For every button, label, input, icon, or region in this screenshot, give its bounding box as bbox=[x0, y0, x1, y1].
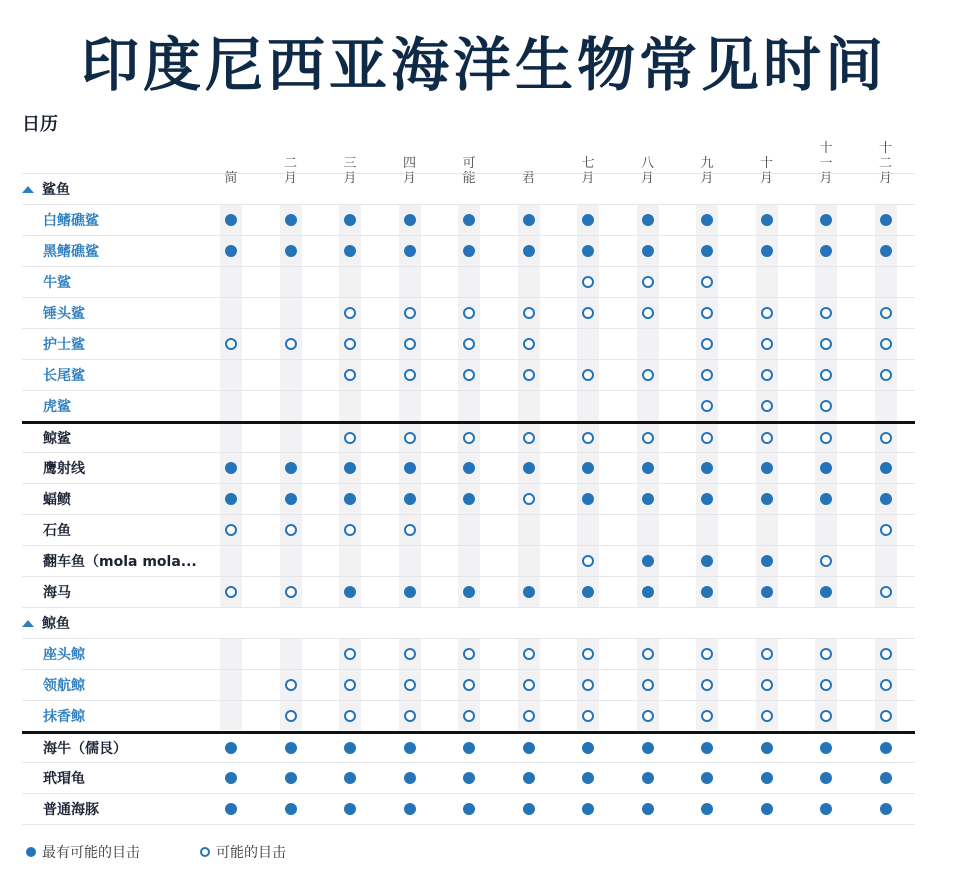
species-row bbox=[22, 669, 915, 700]
likely-dot-icon bbox=[523, 307, 535, 319]
most-likely-dot-icon bbox=[701, 462, 713, 474]
most-likely-dot-icon bbox=[880, 803, 892, 815]
likely-dot-icon bbox=[880, 369, 892, 381]
likely-dot-icon bbox=[344, 710, 356, 722]
likely-dot-icon bbox=[285, 586, 297, 598]
likely-dot-icon bbox=[463, 648, 475, 660]
most-likely-dot-icon bbox=[582, 245, 594, 257]
likely-dot-icon bbox=[404, 679, 416, 691]
legend-most-likely-label: 最有可能的目击 bbox=[42, 845, 140, 861]
likely-dot-icon bbox=[344, 679, 356, 691]
species-row bbox=[22, 514, 915, 545]
likely-dot-icon bbox=[523, 432, 535, 444]
category-toggle[interactable] bbox=[22, 174, 70, 204]
most-likely-dot-icon bbox=[642, 462, 654, 474]
likely-dot-icon bbox=[463, 307, 475, 319]
most-likely-dot-icon bbox=[344, 493, 356, 505]
most-likely-dot-icon bbox=[642, 245, 654, 257]
species-row bbox=[22, 421, 915, 452]
likely-dot-icon bbox=[523, 679, 535, 691]
most-likely-dot-icon bbox=[225, 462, 237, 474]
most-likely-dot-icon bbox=[701, 555, 713, 567]
month-header-char: 月 bbox=[878, 171, 892, 186]
most-likely-dot-icon bbox=[463, 772, 475, 784]
likely-dot-icon bbox=[642, 710, 654, 722]
most-likely-dot-icon bbox=[225, 245, 237, 257]
likely-dot-icon bbox=[225, 586, 237, 598]
likely-dot-icon bbox=[463, 338, 475, 350]
likely-dot-icon bbox=[642, 369, 654, 381]
species-row bbox=[22, 731, 915, 762]
most-likely-dot-icon bbox=[523, 245, 535, 257]
most-likely-dot-icon bbox=[404, 586, 416, 598]
likely-dot-icon bbox=[820, 710, 832, 722]
month-header-char: 三 bbox=[343, 156, 357, 171]
likely-dot-icon bbox=[701, 307, 713, 319]
likely-dot-icon bbox=[761, 679, 773, 691]
species-link[interactable]: 白鳍礁鲨 bbox=[43, 213, 99, 229]
most-likely-dot-icon bbox=[761, 742, 773, 754]
category-label: 鲨鱼 bbox=[42, 182, 70, 198]
month-header-char: 月 bbox=[343, 171, 357, 186]
most-likely-dot-icon bbox=[285, 214, 297, 226]
most-likely-dot-icon bbox=[582, 462, 594, 474]
likely-dot-icon bbox=[880, 307, 892, 319]
likely-dot-icon bbox=[820, 400, 832, 412]
calendar-label: 日历 bbox=[22, 114, 58, 135]
month-header-char: 月 bbox=[819, 171, 833, 186]
month-header-char: 二 bbox=[878, 156, 892, 171]
species-row bbox=[22, 638, 915, 669]
likely-dot-icon bbox=[761, 648, 773, 660]
likely-dot-icon bbox=[285, 524, 297, 536]
likely-dot-icon bbox=[701, 710, 713, 722]
most-likely-dot-icon bbox=[523, 772, 535, 784]
most-likely-dot-icon bbox=[344, 586, 356, 598]
most-likely-dot-icon bbox=[582, 803, 594, 815]
most-likely-dot-icon bbox=[463, 493, 475, 505]
month-header-char: 九 bbox=[700, 156, 714, 171]
likely-dot-icon bbox=[404, 307, 416, 319]
likely-dot-icon bbox=[404, 338, 416, 350]
filled-dot-icon bbox=[26, 847, 36, 857]
most-likely-dot-icon bbox=[404, 493, 416, 505]
most-likely-dot-icon bbox=[820, 493, 832, 505]
species-link[interactable]: 黑鳍礁鲨 bbox=[43, 244, 99, 260]
likely-dot-icon bbox=[820, 307, 832, 319]
most-likely-dot-icon bbox=[285, 493, 297, 505]
likely-dot-icon bbox=[880, 710, 892, 722]
likely-dot-icon bbox=[463, 679, 475, 691]
species-row bbox=[22, 204, 915, 235]
likely-dot-icon bbox=[880, 338, 892, 350]
likely-dot-icon bbox=[225, 524, 237, 536]
species-label: 普通海豚 bbox=[43, 802, 99, 818]
most-likely-dot-icon bbox=[344, 214, 356, 226]
most-likely-dot-icon bbox=[225, 214, 237, 226]
species-label: 翻车鱼（mola mola... bbox=[43, 554, 197, 570]
most-likely-dot-icon bbox=[761, 555, 773, 567]
likely-dot-icon bbox=[344, 369, 356, 381]
likely-dot-icon bbox=[523, 648, 535, 660]
most-likely-dot-icon bbox=[523, 586, 535, 598]
month-header-char: 十 bbox=[878, 141, 892, 156]
most-likely-dot-icon bbox=[820, 245, 832, 257]
month-header-char: 月 bbox=[402, 171, 416, 186]
likely-dot-icon bbox=[701, 679, 713, 691]
likely-dot-icon bbox=[285, 338, 297, 350]
most-likely-dot-icon bbox=[880, 245, 892, 257]
likely-dot-icon bbox=[820, 555, 832, 567]
likely-dot-icon bbox=[820, 338, 832, 350]
most-likely-dot-icon bbox=[761, 214, 773, 226]
likely-dot-icon bbox=[344, 338, 356, 350]
likely-dot-icon bbox=[344, 524, 356, 536]
most-likely-dot-icon bbox=[761, 586, 773, 598]
likely-dot-icon bbox=[761, 432, 773, 444]
most-likely-dot-icon bbox=[582, 772, 594, 784]
most-likely-dot-icon bbox=[701, 803, 713, 815]
likely-dot-icon bbox=[523, 369, 535, 381]
likely-dot-icon bbox=[820, 648, 832, 660]
likely-dot-icon bbox=[285, 710, 297, 722]
likely-dot-icon bbox=[642, 648, 654, 660]
species-label: 石鱼 bbox=[43, 523, 71, 539]
species-row bbox=[22, 793, 915, 824]
month-header-char: 可 bbox=[462, 156, 476, 171]
most-likely-dot-icon bbox=[880, 772, 892, 784]
most-likely-dot-icon bbox=[642, 555, 654, 567]
likely-dot-icon bbox=[701, 432, 713, 444]
likely-dot-icon bbox=[404, 648, 416, 660]
most-likely-dot-icon bbox=[344, 772, 356, 784]
likely-dot-icon bbox=[225, 338, 237, 350]
species-link[interactable]: 护士鲨 bbox=[43, 337, 85, 353]
species-link[interactable]: 虎鲨 bbox=[43, 399, 71, 415]
month-header-char: 月 bbox=[581, 171, 595, 186]
page-title: 印度尼西亚海洋生物常见时间 bbox=[80, 31, 887, 99]
species-label: 鲸鲨 bbox=[43, 431, 71, 447]
most-likely-dot-icon bbox=[642, 772, 654, 784]
most-likely-dot-icon bbox=[404, 214, 416, 226]
most-likely-dot-icon bbox=[820, 462, 832, 474]
likely-dot-icon bbox=[880, 432, 892, 444]
most-likely-dot-icon bbox=[404, 742, 416, 754]
most-likely-dot-icon bbox=[225, 493, 237, 505]
most-likely-dot-icon bbox=[761, 462, 773, 474]
species-row bbox=[22, 359, 915, 390]
most-likely-dot-icon bbox=[285, 803, 297, 815]
month-header-char: 二 bbox=[283, 156, 297, 171]
most-likely-dot-icon bbox=[404, 245, 416, 257]
most-likely-dot-icon bbox=[820, 772, 832, 784]
most-likely-dot-icon bbox=[463, 462, 475, 474]
collapse-triangle-icon[interactable] bbox=[22, 186, 34, 193]
likely-dot-icon bbox=[820, 432, 832, 444]
likely-dot-icon bbox=[463, 369, 475, 381]
most-likely-dot-icon bbox=[642, 742, 654, 754]
likely-dot-icon bbox=[880, 648, 892, 660]
category-toggle[interactable] bbox=[22, 608, 70, 638]
most-likely-dot-icon bbox=[344, 742, 356, 754]
likely-dot-icon bbox=[820, 369, 832, 381]
most-likely-dot-icon bbox=[701, 586, 713, 598]
species-label: 蝠鲼 bbox=[43, 492, 71, 508]
species-link[interactable]: 抹香鲸 bbox=[43, 709, 85, 725]
species-link[interactable]: 牛鲨 bbox=[43, 275, 71, 291]
likely-dot-icon bbox=[344, 307, 356, 319]
species-row bbox=[22, 266, 915, 297]
most-likely-dot-icon bbox=[761, 803, 773, 815]
most-likely-dot-icon bbox=[642, 493, 654, 505]
species-row bbox=[22, 576, 915, 607]
likely-dot-icon bbox=[582, 555, 594, 567]
most-likely-dot-icon bbox=[285, 245, 297, 257]
month-header-char: 四 bbox=[402, 156, 416, 171]
most-likely-dot-icon bbox=[582, 586, 594, 598]
most-likely-dot-icon bbox=[642, 586, 654, 598]
month-header-char: 君 bbox=[521, 171, 535, 186]
likely-dot-icon bbox=[642, 276, 654, 288]
legend-likely-label: 可能的目击 bbox=[216, 845, 286, 861]
most-likely-dot-icon bbox=[225, 742, 237, 754]
most-likely-dot-icon bbox=[761, 772, 773, 784]
month-header-char: 十 bbox=[759, 156, 773, 171]
most-likely-dot-icon bbox=[820, 214, 832, 226]
most-likely-dot-icon bbox=[463, 742, 475, 754]
likely-dot-icon bbox=[642, 679, 654, 691]
likely-dot-icon bbox=[523, 493, 535, 505]
most-likely-dot-icon bbox=[880, 742, 892, 754]
likely-dot-icon bbox=[701, 276, 713, 288]
likely-dot-icon bbox=[582, 710, 594, 722]
most-likely-dot-icon bbox=[285, 772, 297, 784]
most-likely-dot-icon bbox=[701, 245, 713, 257]
species-label: 鹰射线 bbox=[43, 461, 85, 477]
likely-dot-icon bbox=[642, 307, 654, 319]
likely-dot-icon bbox=[344, 432, 356, 444]
likely-dot-icon bbox=[701, 369, 713, 381]
species-row bbox=[22, 297, 915, 328]
legend-likely bbox=[200, 842, 286, 862]
species-label: 海马 bbox=[43, 585, 71, 601]
species-row bbox=[22, 328, 915, 359]
most-likely-dot-icon bbox=[523, 742, 535, 754]
category-row[interactable] bbox=[22, 173, 915, 204]
most-likely-dot-icon bbox=[463, 214, 475, 226]
month-header-char: 月 bbox=[283, 171, 297, 186]
likely-dot-icon bbox=[404, 432, 416, 444]
most-likely-dot-icon bbox=[463, 245, 475, 257]
open-dot-icon bbox=[200, 847, 210, 857]
most-likely-dot-icon bbox=[701, 742, 713, 754]
likely-dot-icon bbox=[880, 679, 892, 691]
species-label: 海牛（儒艮） bbox=[43, 741, 127, 757]
likely-dot-icon bbox=[404, 369, 416, 381]
most-likely-dot-icon bbox=[404, 803, 416, 815]
species-link[interactable]: 领航鲸 bbox=[43, 678, 85, 694]
likely-dot-icon bbox=[820, 679, 832, 691]
species-row bbox=[22, 390, 915, 421]
most-likely-dot-icon bbox=[344, 803, 356, 815]
likely-dot-icon bbox=[761, 307, 773, 319]
most-likely-dot-icon bbox=[285, 462, 297, 474]
species-label: 玳瑁龟 bbox=[43, 771, 85, 787]
month-header-char: 月 bbox=[759, 171, 773, 186]
most-likely-dot-icon bbox=[820, 803, 832, 815]
month-header-char: 能 bbox=[462, 171, 476, 186]
likely-dot-icon bbox=[463, 710, 475, 722]
table-bottom-border bbox=[22, 824, 915, 825]
month-header-char: 八 bbox=[640, 156, 654, 171]
species-row bbox=[22, 483, 915, 514]
category-label: 鲸鱼 bbox=[42, 616, 70, 632]
most-likely-dot-icon bbox=[880, 462, 892, 474]
likely-dot-icon bbox=[582, 432, 594, 444]
most-likely-dot-icon bbox=[701, 493, 713, 505]
most-likely-dot-icon bbox=[523, 803, 535, 815]
most-likely-dot-icon bbox=[582, 493, 594, 505]
most-likely-dot-icon bbox=[523, 462, 535, 474]
likely-dot-icon bbox=[880, 586, 892, 598]
likely-dot-icon bbox=[642, 432, 654, 444]
species-row bbox=[22, 762, 915, 793]
most-likely-dot-icon bbox=[761, 493, 773, 505]
likely-dot-icon bbox=[463, 432, 475, 444]
species-row bbox=[22, 700, 915, 731]
month-header-char: 十 bbox=[819, 141, 833, 156]
most-likely-dot-icon bbox=[701, 772, 713, 784]
likely-dot-icon bbox=[701, 400, 713, 412]
likely-dot-icon bbox=[582, 369, 594, 381]
most-likely-dot-icon bbox=[344, 462, 356, 474]
species-link[interactable]: 锤头鲨 bbox=[43, 306, 85, 322]
most-likely-dot-icon bbox=[642, 214, 654, 226]
most-likely-dot-icon bbox=[225, 772, 237, 784]
most-likely-dot-icon bbox=[404, 772, 416, 784]
most-likely-dot-icon bbox=[642, 803, 654, 815]
likely-dot-icon bbox=[582, 679, 594, 691]
likely-dot-icon bbox=[701, 338, 713, 350]
species-link[interactable]: 长尾鲨 bbox=[43, 368, 85, 384]
likely-dot-icon bbox=[880, 524, 892, 536]
most-likely-dot-icon bbox=[463, 586, 475, 598]
most-likely-dot-icon bbox=[404, 462, 416, 474]
likely-dot-icon bbox=[404, 524, 416, 536]
most-likely-dot-icon bbox=[820, 586, 832, 598]
likely-dot-icon bbox=[285, 679, 297, 691]
likely-dot-icon bbox=[582, 307, 594, 319]
month-header-char: 七 bbox=[581, 156, 595, 171]
most-likely-dot-icon bbox=[523, 214, 535, 226]
most-likely-dot-icon bbox=[344, 245, 356, 257]
most-likely-dot-icon bbox=[701, 214, 713, 226]
likely-dot-icon bbox=[523, 710, 535, 722]
likely-dot-icon bbox=[761, 369, 773, 381]
legend-most-likely bbox=[26, 842, 140, 862]
most-likely-dot-icon bbox=[582, 742, 594, 754]
species-row bbox=[22, 452, 915, 483]
likely-dot-icon bbox=[761, 710, 773, 722]
most-likely-dot-icon bbox=[582, 214, 594, 226]
likely-dot-icon bbox=[404, 710, 416, 722]
most-likely-dot-icon bbox=[761, 245, 773, 257]
most-likely-dot-icon bbox=[880, 493, 892, 505]
collapse-triangle-icon[interactable] bbox=[22, 620, 34, 627]
likely-dot-icon bbox=[582, 276, 594, 288]
likely-dot-icon bbox=[761, 400, 773, 412]
month-header-char: 简 bbox=[224, 171, 238, 186]
month-header-char: 月 bbox=[640, 171, 654, 186]
month-header-char: 月 bbox=[700, 171, 714, 186]
species-row bbox=[22, 545, 915, 576]
most-likely-dot-icon bbox=[285, 742, 297, 754]
species-link[interactable]: 座头鲸 bbox=[43, 647, 85, 663]
category-row[interactable] bbox=[22, 607, 915, 638]
most-likely-dot-icon bbox=[225, 803, 237, 815]
likely-dot-icon bbox=[523, 338, 535, 350]
most-likely-dot-icon bbox=[463, 803, 475, 815]
likely-dot-icon bbox=[344, 648, 356, 660]
likely-dot-icon bbox=[761, 338, 773, 350]
species-row bbox=[22, 235, 915, 266]
likely-dot-icon bbox=[582, 648, 594, 660]
most-likely-dot-icon bbox=[880, 214, 892, 226]
most-likely-dot-icon bbox=[820, 742, 832, 754]
likely-dot-icon bbox=[701, 648, 713, 660]
month-header-char: 一 bbox=[819, 156, 833, 171]
